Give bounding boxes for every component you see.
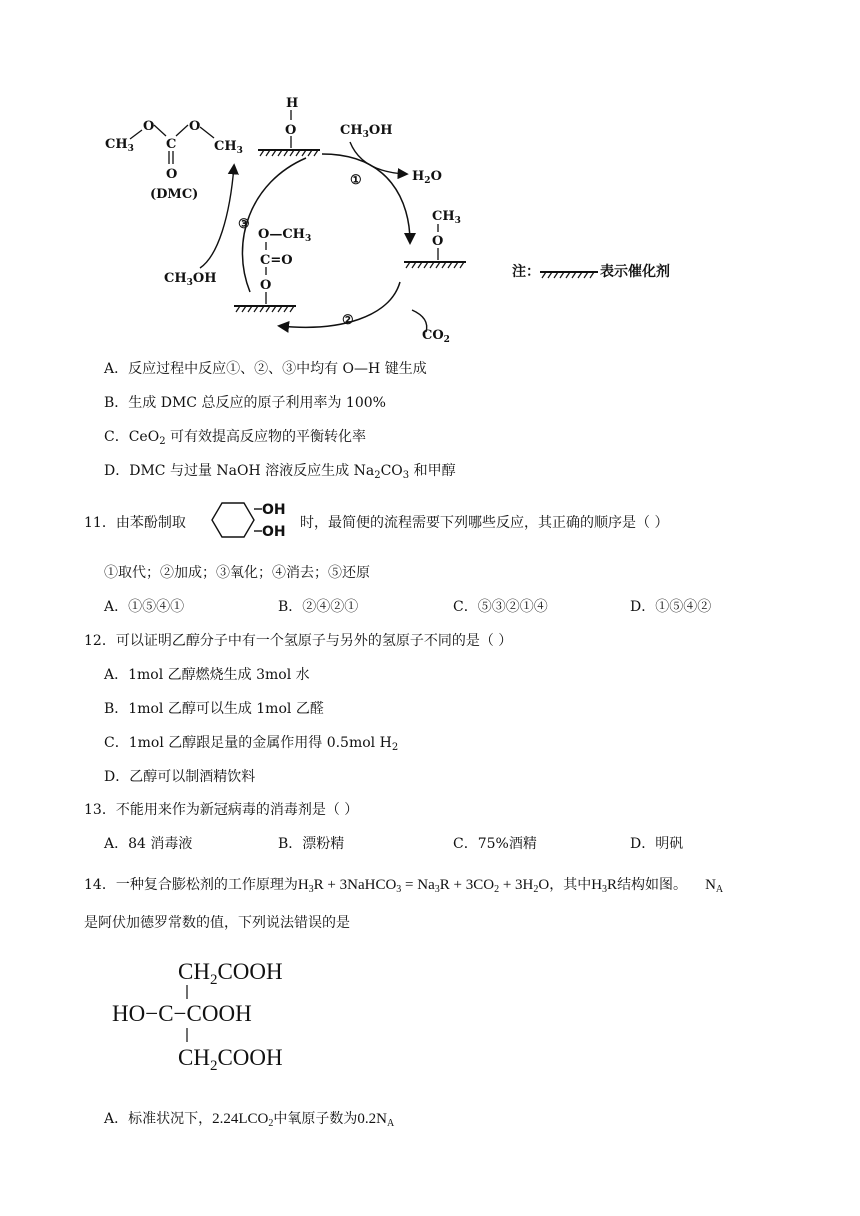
q12-option-c: C．1mol 乙醇跟足量的金属作用得 0.5mol $H_2$	[104, 735, 399, 753]
oh-label-2: OH	[262, 524, 286, 540]
q14-option-a: A．标准状况下，$2.24LCO_2$中氧原子数为$0.2N_A$	[104, 1111, 395, 1129]
q11-stem-prefix: 11．由苯酚制取	[84, 515, 186, 531]
dmc-o-bottom: O	[166, 167, 178, 182]
catalyst-surface-bottom	[234, 306, 296, 312]
dmc-c: C	[166, 137, 177, 152]
catalyst-surface-top	[258, 150, 320, 156]
catalyst-legend-icon	[540, 272, 598, 278]
note-text: 表示催化剂	[600, 264, 670, 280]
water: $H_2O$	[412, 169, 442, 186]
q10-option-b: B．生成 DMC 总反应的原子利用率为 100%	[104, 395, 386, 411]
q11-option-a: A．①⑤④①	[104, 599, 185, 615]
methanol-top: $CH_3OH$	[340, 123, 393, 140]
bottom-o: O	[260, 278, 272, 293]
q13-option-d: D．明矾	[630, 836, 684, 852]
q13-option-b: B．漂粉精	[278, 836, 345, 852]
oh-label-1: OH	[262, 502, 286, 518]
note-label: 注：	[512, 264, 540, 280]
catalyst-surface-right	[404, 262, 466, 268]
bottom-o-ch3: $O—CH_3$	[258, 227, 312, 244]
citric-acid-structure	[108, 955, 348, 1075]
q13-option-c: C．75%酒精	[453, 836, 537, 852]
q10-option-a: A．反应过程中反应①、②、③中均有 O—H 键生成	[104, 361, 427, 377]
struct-top-label: $CH_2COOH$	[178, 959, 283, 988]
q13-option-a: A．84 消毒液	[104, 836, 193, 852]
q10-option-d: D．DMC 与过量 NaOH 溶液反应生成 $Na_2CO_3$ 和甲醇	[104, 463, 456, 481]
q12-option-b: B．1mol 乙醇可以生成 1mol 乙醛	[104, 701, 324, 717]
dmc-ch3-right: $CH_3$	[214, 139, 243, 156]
dmc-ch3-left: $CH_3$	[105, 137, 134, 154]
co2: $CO_2$	[422, 328, 450, 345]
top-o: O	[285, 123, 297, 138]
q14-stem-line2: 是阿伏加德罗常数的值，下列说法错误的是	[84, 915, 350, 931]
dmc-structure	[105, 119, 243, 202]
step-1: ①	[350, 173, 362, 188]
q11-stem-suffix: 时，最简便的流程需要下列哪些反应，其正确的顺序是（ ）	[300, 515, 669, 531]
dmc-o2: O	[189, 119, 201, 134]
right-o: O	[432, 234, 444, 249]
right-ch3: $CH_3$	[432, 209, 461, 226]
cyclohexanediol-structure	[200, 496, 296, 544]
bottom-c-o: C=O	[260, 253, 293, 268]
reaction-mechanism-diagram	[100, 92, 720, 350]
q13-stem: 13．不能用来作为新冠病毒的消毒剂是（ ）	[84, 802, 359, 818]
q11-option-c: C．⑤③②①④	[453, 599, 548, 615]
q14-stem-line1: 14．一种复合膨松剂的工作原理为$H_3R$ + 3NaHCO$_3$ = $Na_3R + 3CO_2 + 3H_2O$，其中$H_3R$结构如图。 $N_A$	[84, 877, 724, 895]
q11-option-d: D．①⑤④②	[630, 599, 712, 615]
struct-mid-label: HO−C−COOH	[112, 1001, 252, 1026]
dmc-label: (DMC)	[150, 187, 199, 202]
methanol-bottom: $CH_3OH$	[164, 271, 217, 288]
dmc-o1: O	[143, 119, 155, 134]
q14-option-a-volume: $2.24LCO_2$	[212, 1111, 274, 1129]
q12-option-d: D．乙醇可以制酒精饮料	[104, 769, 256, 785]
step-2: ②	[342, 313, 354, 328]
q12-option-a: A．1mol 乙醇燃烧生成 3mol 水	[104, 667, 310, 683]
q11-reaction-list: ①取代；②加成；③氧化；④消去；⑤还原	[104, 565, 370, 581]
struct-bottom-label: $CH_2COOH$	[178, 1045, 283, 1074]
q14-h3r: $H_3R$	[591, 877, 618, 895]
top-h: H	[286, 96, 299, 111]
q14-equation: $H_3R$ + 3NaHCO$_3$ = $Na_3R + 3CO_2 + 3H_2O$	[297, 877, 550, 895]
q14-option-a-count: $0.2N_A$	[357, 1111, 395, 1129]
q14-na: $N_A$	[705, 877, 724, 895]
step-3: ③	[238, 217, 250, 232]
q11-option-b: B．②④②①	[278, 599, 359, 615]
q12-stem: 12．可以证明乙醇分子中有一个氢原子与另外的氢原子不同的是（ ）	[84, 633, 513, 649]
q10-option-c: C．CeO$_2$ 可有效提高反应物的平衡转化率	[104, 429, 367, 447]
